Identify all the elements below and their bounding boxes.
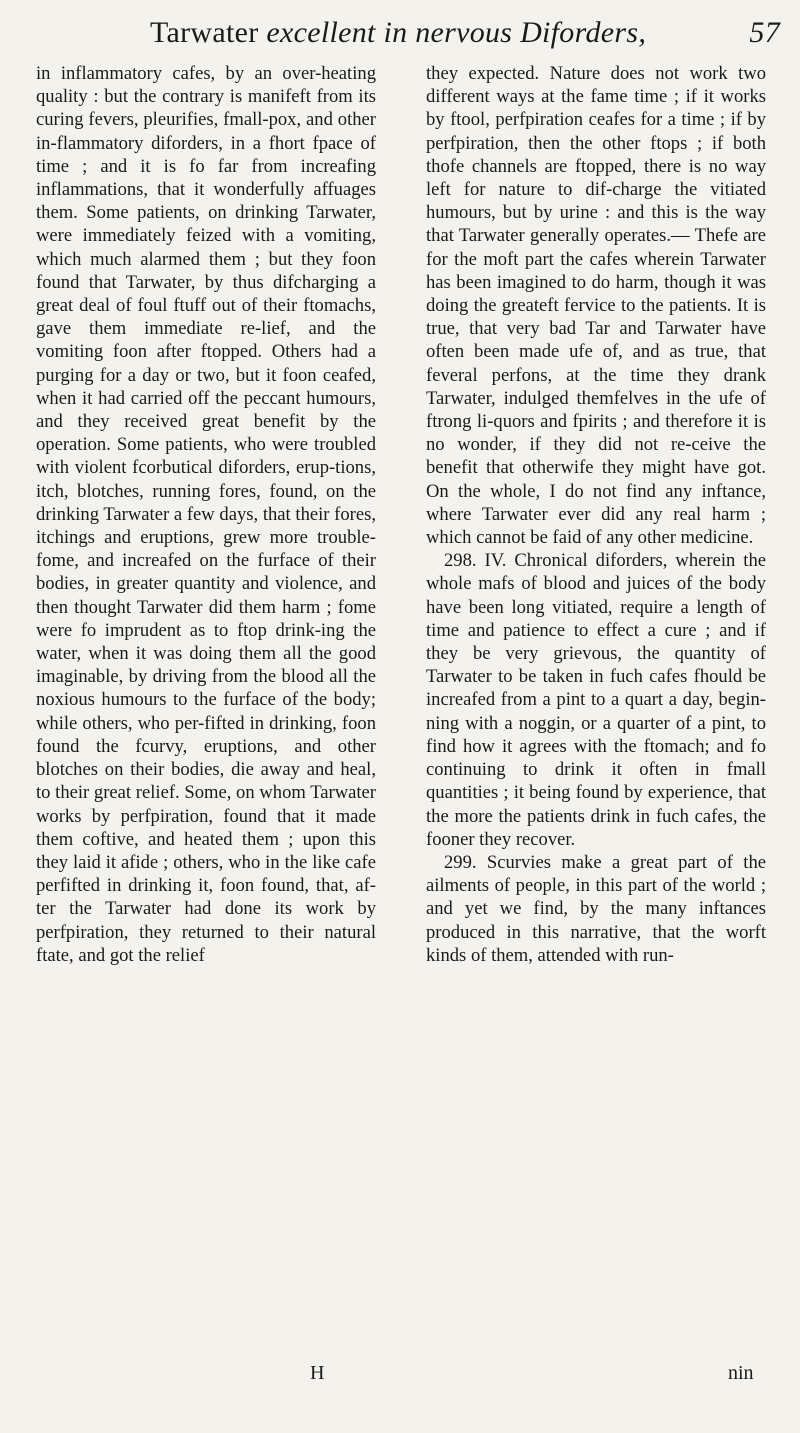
running-head-left: Tarwater xyxy=(150,16,259,49)
right-paragraph-298: 298. IV. Chronical diforders, wherein the whole mafs of blood and juices of the body have been long vitiated, require a length of time and patience to effect a cure ; and if they be very grievous, the quantity of Tarwater to be taken in fuch cafes fhould be increafed from a pint to a quart a day, begin-ning with a noggin, or a quarter of a pint, to find how it agrees with the ftomach; and fo continuing to drink it often in fmall quantities ; it being found by experience, that the more the patients drink in fuch cafes, the fooner they recover. xyxy=(426,550,766,850)
signature-mark: H xyxy=(310,1362,325,1384)
right-paragraph-1: they expected. Nature does not work two different ways at the fame time ; if it works by ftool, perfpiration ceafes for a time ; if by perfpiration, then the other ftops ; if both thofe channels are ftopped, there is no way left for nature to dif-charge the vitiated humours, but by urine : and this is the way that Tarwater generally operates.— Thefe are for the moft part the cafes wherein Tarwater has been imagined to do harm, though it was doing the greateft fervice to the patients. It is true, that very bad Tar and Tarwater have often been made ufe of, and as true, that feveral perfons, at the time they drank Tarwater, indulged themfelves in the ufe of ftrong li-quors and fpirits ; and therefore it is no wonder, if they did not re-ceive the benefit that otherwife they might have got. On the whole, I do not find any inftance, where Tarwater ever did any real harm ; which cannot be faid of any other medicine. xyxy=(426,63,766,549)
page-number: 57 xyxy=(749,16,780,49)
running-head xyxy=(40,6,780,60)
running-head-middle: excellent in nervous Diforders, xyxy=(266,16,647,49)
right-paragraph-299: 299. Scurvies make a great part of the ailments of people, in this part of the world ; and yet we find, by the many inftances produced in this narrative, that the worft kinds of them, attended with run- xyxy=(426,851,766,966)
right-column xyxy=(426,62,766,967)
running-head-title xyxy=(150,6,646,60)
left-column xyxy=(36,62,376,967)
left-paragraph-1: in inflammatory cafes, by an over-heating quality : but the contrary is manifeft from its curing fevers, pleurifies, fmall-pox, and other in-flammatory diforders, in a fhort fpace of time ; and it is fo far from increafing inflammations, that it wonderfully affuages them. Some patients, on drinking Tarwater, were immediately feized with a vomiting, which much alarmed them ; but they foon found that Tarwater, by thus difcharging a great deal of foul ftuff out of their ftomachs, gave them immediate re-lief, and the vomiting foon after ftopped. Others had a purging for a day or two, but it foon ceafed, when it had carried off the peccant humours, and they received great benefit by the operation. Some patients, who were troubled with violent fcorbutical diforders, erup-tions, itch, blotches, running fores, found, on the drinking Tarwater a few days, that their fores, itchings and eruptions, grew more trouble-fome, and increafed on the furface of their bodies, in greater quantity and violence, and then thought Tarwater did them harm ; fome were fo imprudent as to ftop drink-ing the water, when it was doing them all the good imaginable, by driving from the blood all the noxious humours to the furface of the body; while others, who per-fifted in drinking, foon found the fcurvy, eruptions, and other blotches on their bodies, die away and heal, to their great relief. Some, on whom Tarwater works by perfpiration, found that it made them coftive, and heated them ; upon this they laid it afide ; others, who in the like cafe perfifted in drinking it, foon found, that, af-ter the Tarwater had done its work by perfpiration, they returned to their natural ftate, and got the relief xyxy=(36,63,376,966)
catchword: nin xyxy=(728,1362,754,1384)
